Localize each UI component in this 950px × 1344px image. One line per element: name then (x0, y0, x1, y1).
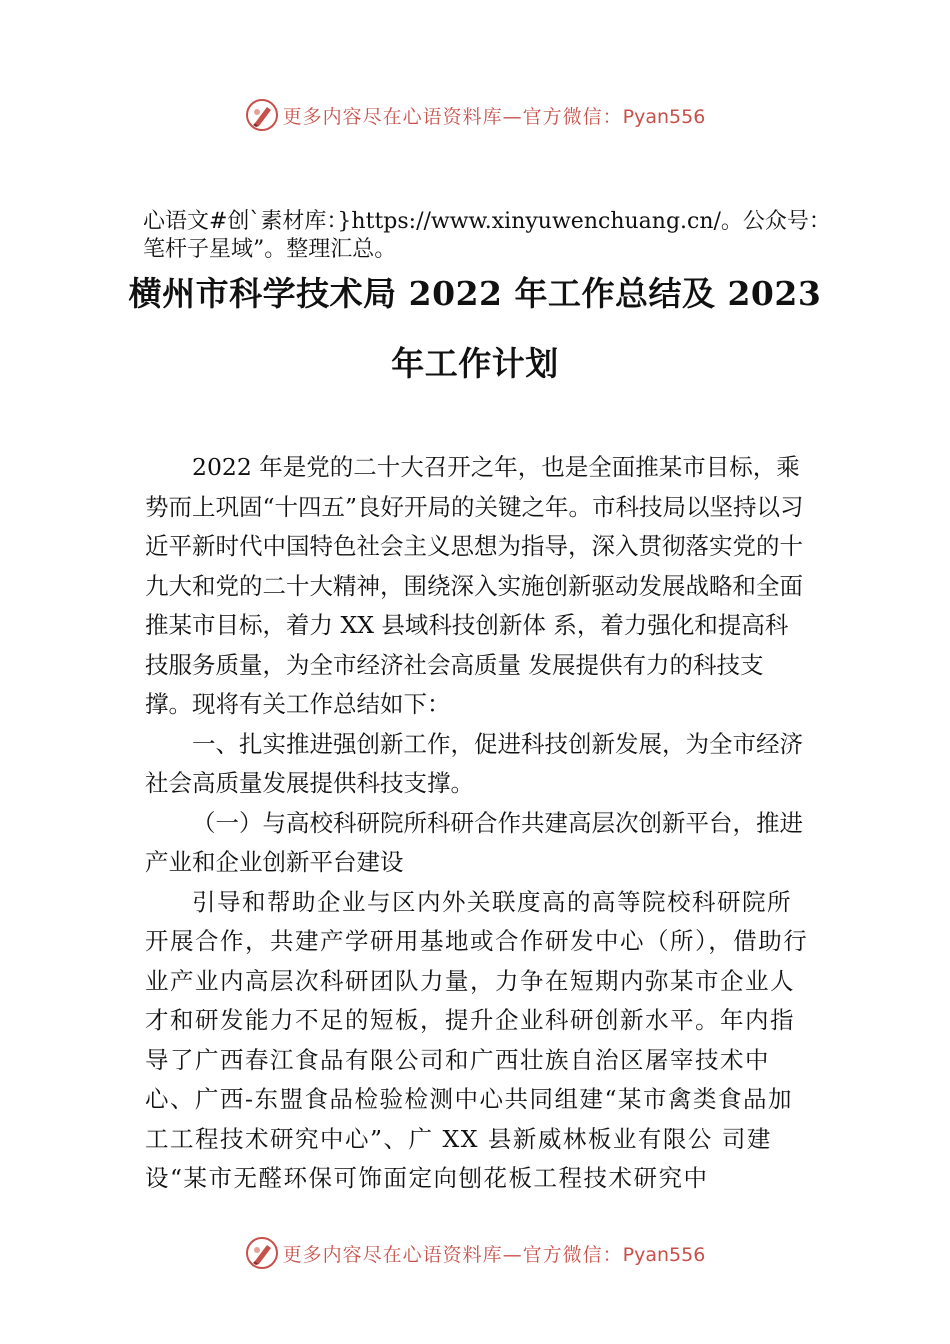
source-note: 心语文#创`素材库：}https://www.xinyuwenchuang.cn/。公众号：笔杆子星域”。整理汇总。 (143, 209, 831, 262)
banner-text: 更多内容尽在心语资料库—官方微信：Pyan556 (282, 105, 706, 128)
fountain-pen-logo-icon (245, 1236, 279, 1270)
banner-text: 更多内容尽在心语资料库—官方微信：Pyan556 (282, 1243, 706, 1266)
document-body (145, 448, 810, 1199)
paragraph-subsection-1: （一）与高校科研院所科研合作共建高层次创新平台，推进产业和企业创新平台建设 (145, 808, 803, 876)
header-banner (0, 93, 950, 137)
paragraph-intro: 2022 年是党的二十大召开之年，也是全面推某市目标，乘势而上巩固“十四五”良好开局的关键之年。市科技局以坚持以习近平新时代中国特色社会主义思想为指导，深入贯彻落实党的十九大和党的二十大精神，围绕深入实施创新驱动发展战略和全面推某市目标，着力 XX 县域科技创新体 系，着力强化和提高科技服务质量，为全市经济社会高质量 发展提供有力的科技支撑。现将有关工作总结如下： (145, 453, 804, 718)
document-title-line-1: 横州市科学技术局 2022 年工作总结及 2023 (128, 274, 822, 313)
fountain-pen-logo-icon (245, 98, 279, 132)
footer-banner (0, 1231, 950, 1275)
paragraph-body-1: 引导和帮助企业与区内外关联度高的高等院校科研院所开展合作，共建产学研用基地或合作研发中心（所），借助行业产业内高层次科研团队力量，力争在短期内弥某市企业人才和研发能力不足的短板，提升企业科研创新水平。年内指导了广西春江食品有限公司和广西壮族自治区屠宰技术中心、广西-东盟食品检验检测中心共同组建“某市禽类食品加工工程技术研究中心”、广 XX 县新威林板业有限公 司建设“某市无醛环保可饰面定向刨花板工程技术研究中 (145, 887, 809, 1192)
document-title-line-2: 年工作计划 (391, 344, 559, 383)
paragraph-section-1: 一、扎实推进强创新工作，促进科技创新发展，为全市经济社会高质量发展提供科技支撑。 (145, 729, 803, 797)
